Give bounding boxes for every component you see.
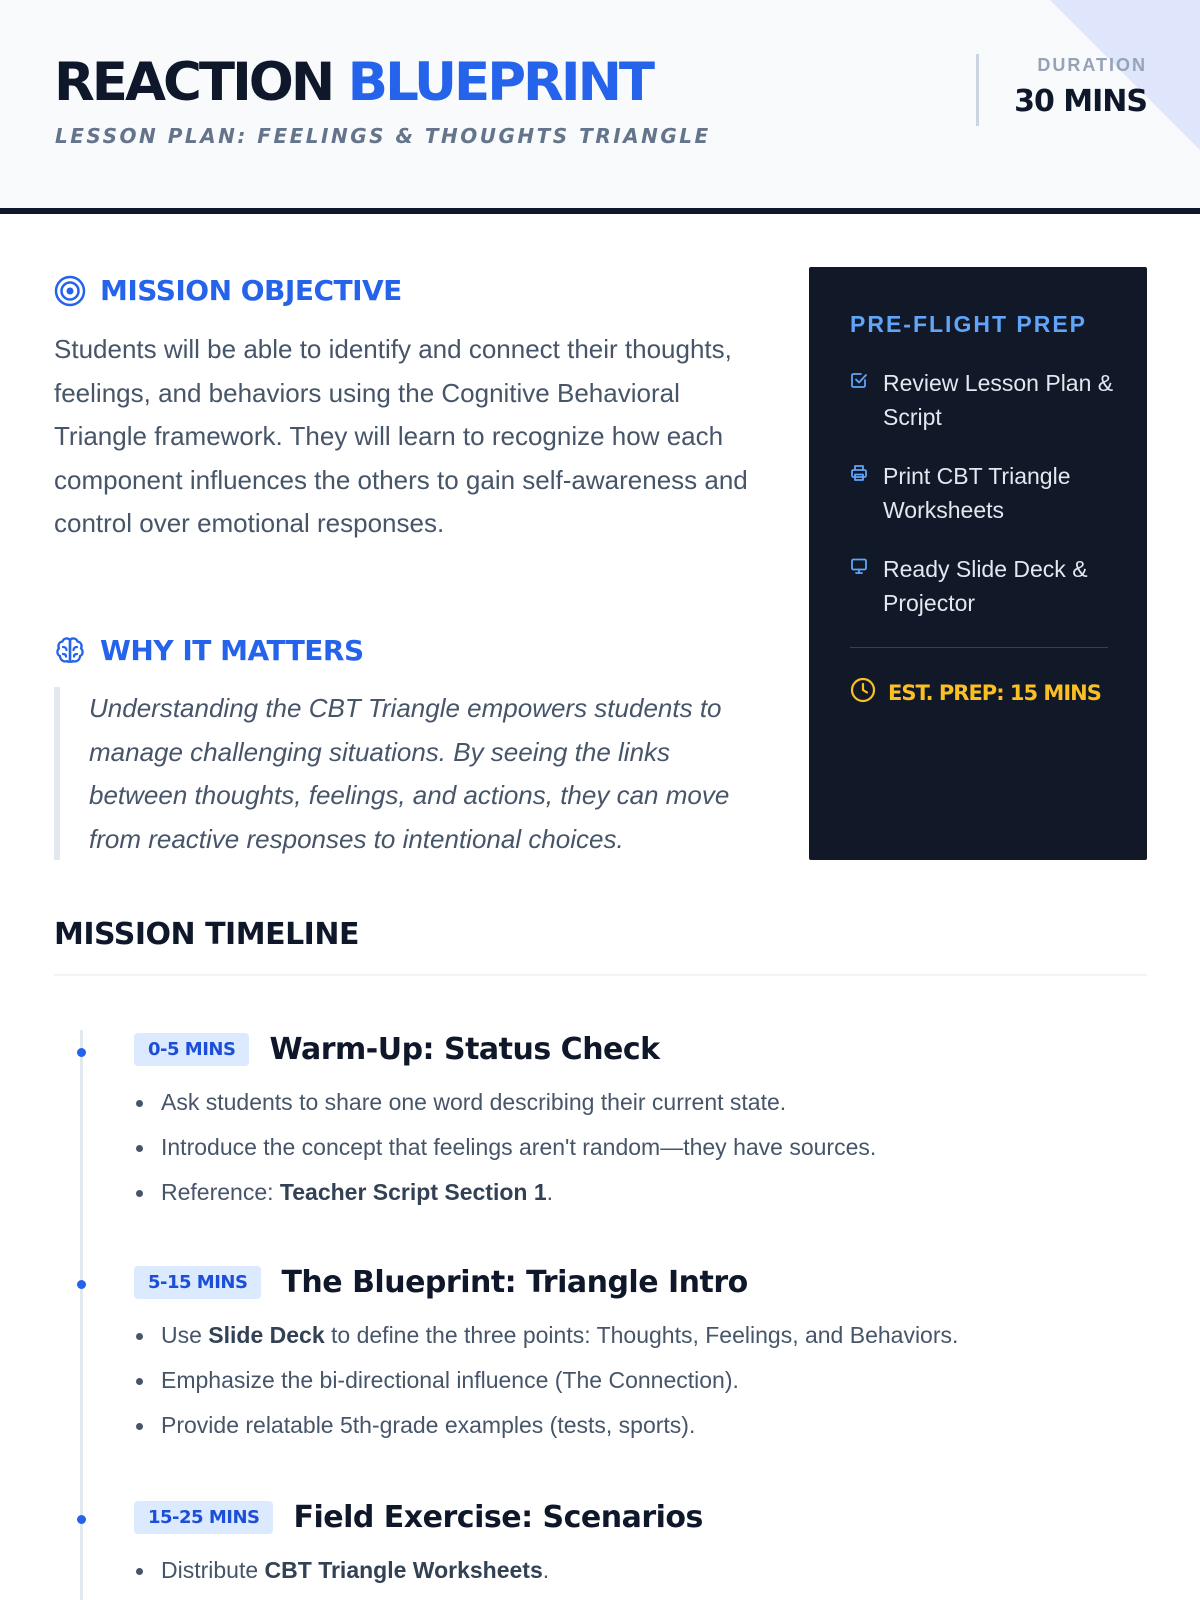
page-header — [0, 0, 1200, 208]
monitor-icon — [850, 552, 870, 620]
step-title: Field Exercise: Scenarios — [293, 1500, 703, 1535]
target-icon — [54, 275, 86, 307]
duration-value: 30 MINS — [1014, 84, 1147, 119]
step-bullets — [134, 1548, 1144, 1593]
duration-label: DURATION — [1037, 55, 1147, 75]
step-bullets — [134, 1080, 1144, 1215]
printer-icon — [850, 459, 870, 527]
title-main: REACTION — [54, 52, 333, 113]
bullet-item: Ask students to share one word describing their current state. — [134, 1080, 1144, 1125]
time-badge: 15-25 MINS — [134, 1501, 273, 1534]
timeline-dot — [77, 1048, 86, 1057]
bullet-item: Introduce the concept that feelings aren't random—they have sources. — [134, 1125, 1144, 1170]
bullet-item: Use Slide Deck to define the three points: Thoughts, Feelings, and Behaviors. — [134, 1313, 1144, 1358]
timeline-step-header — [134, 1032, 660, 1067]
objective-heading — [54, 274, 402, 307]
bullet-item: Distribute CBT Triangle Worksheets. — [134, 1548, 1144, 1593]
prep-item-print — [850, 459, 1120, 527]
brain-icon — [54, 635, 86, 667]
step-title: Warm-Up: Status Check — [269, 1032, 660, 1067]
prep-item-slides — [850, 552, 1120, 620]
header-divider — [0, 208, 1200, 214]
timeline-dot — [77, 1280, 86, 1289]
preflight-title: PRE-FLIGHT PREP — [850, 311, 1088, 337]
page-subtitle: LESSON PLAN: FEELINGS & THOUGHTS TRIANGLE — [55, 124, 711, 148]
prep-item-review — [850, 366, 1120, 434]
timeline-divider — [54, 974, 1147, 976]
why-heading-label: WHY IT MATTERS — [100, 634, 364, 667]
timeline-title: MISSION TIMELINE — [54, 917, 359, 952]
timeline-step-header — [134, 1265, 748, 1300]
prep-time — [850, 677, 1101, 708]
step-bullets — [134, 1313, 1144, 1448]
timeline-dot — [77, 1515, 86, 1524]
checkbox-icon — [850, 366, 870, 434]
prep-time-label: EST. PREP: 15 MINS — [888, 680, 1101, 705]
page-title — [54, 52, 652, 114]
clock-icon — [850, 677, 876, 708]
duration-divider — [976, 54, 979, 126]
bullet-item: Provide relatable 5th-grade examples (tests, sports). — [134, 1403, 1144, 1448]
objective-heading-label: MISSION OBJECTIVE — [100, 274, 402, 307]
step-title: The Blueprint: Triangle Intro — [281, 1265, 748, 1300]
preflight-divider — [850, 647, 1108, 648]
objective-text: Students will be able to identify and connect their thoughts, feelings, and behaviors using the Cognitive Behavioral Triangle framework. They will learn to recognize how each component influences the others to gain self-awareness and control over emotional responses. — [54, 334, 748, 538]
bullet-item: Reference: Teacher Script Section 1. — [134, 1170, 1144, 1215]
prep-item-label: Ready Slide Deck & Projector — [883, 556, 1088, 616]
why-heading — [54, 634, 364, 667]
time-badge: 5-15 MINS — [134, 1266, 261, 1299]
prep-item-label: Review Lesson Plan & Script — [883, 370, 1114, 430]
prep-item-label: Print CBT Triangle Worksheets — [883, 463, 1071, 523]
bullet-item: Emphasize the bi-directional influence (The Connection). — [134, 1358, 1144, 1403]
timeline-step-header — [134, 1500, 703, 1535]
time-badge: 0-5 MINS — [134, 1033, 249, 1066]
why-quote: Understanding the CBT Triangle empowers students to manage challenging situations. By seeing the links between thoughts, feelings, and actions, they can move from reactive responses to intentional choices. — [54, 687, 774, 860]
title-accent: BLUEPRINT — [347, 52, 653, 113]
preflight-card — [809, 267, 1147, 860]
